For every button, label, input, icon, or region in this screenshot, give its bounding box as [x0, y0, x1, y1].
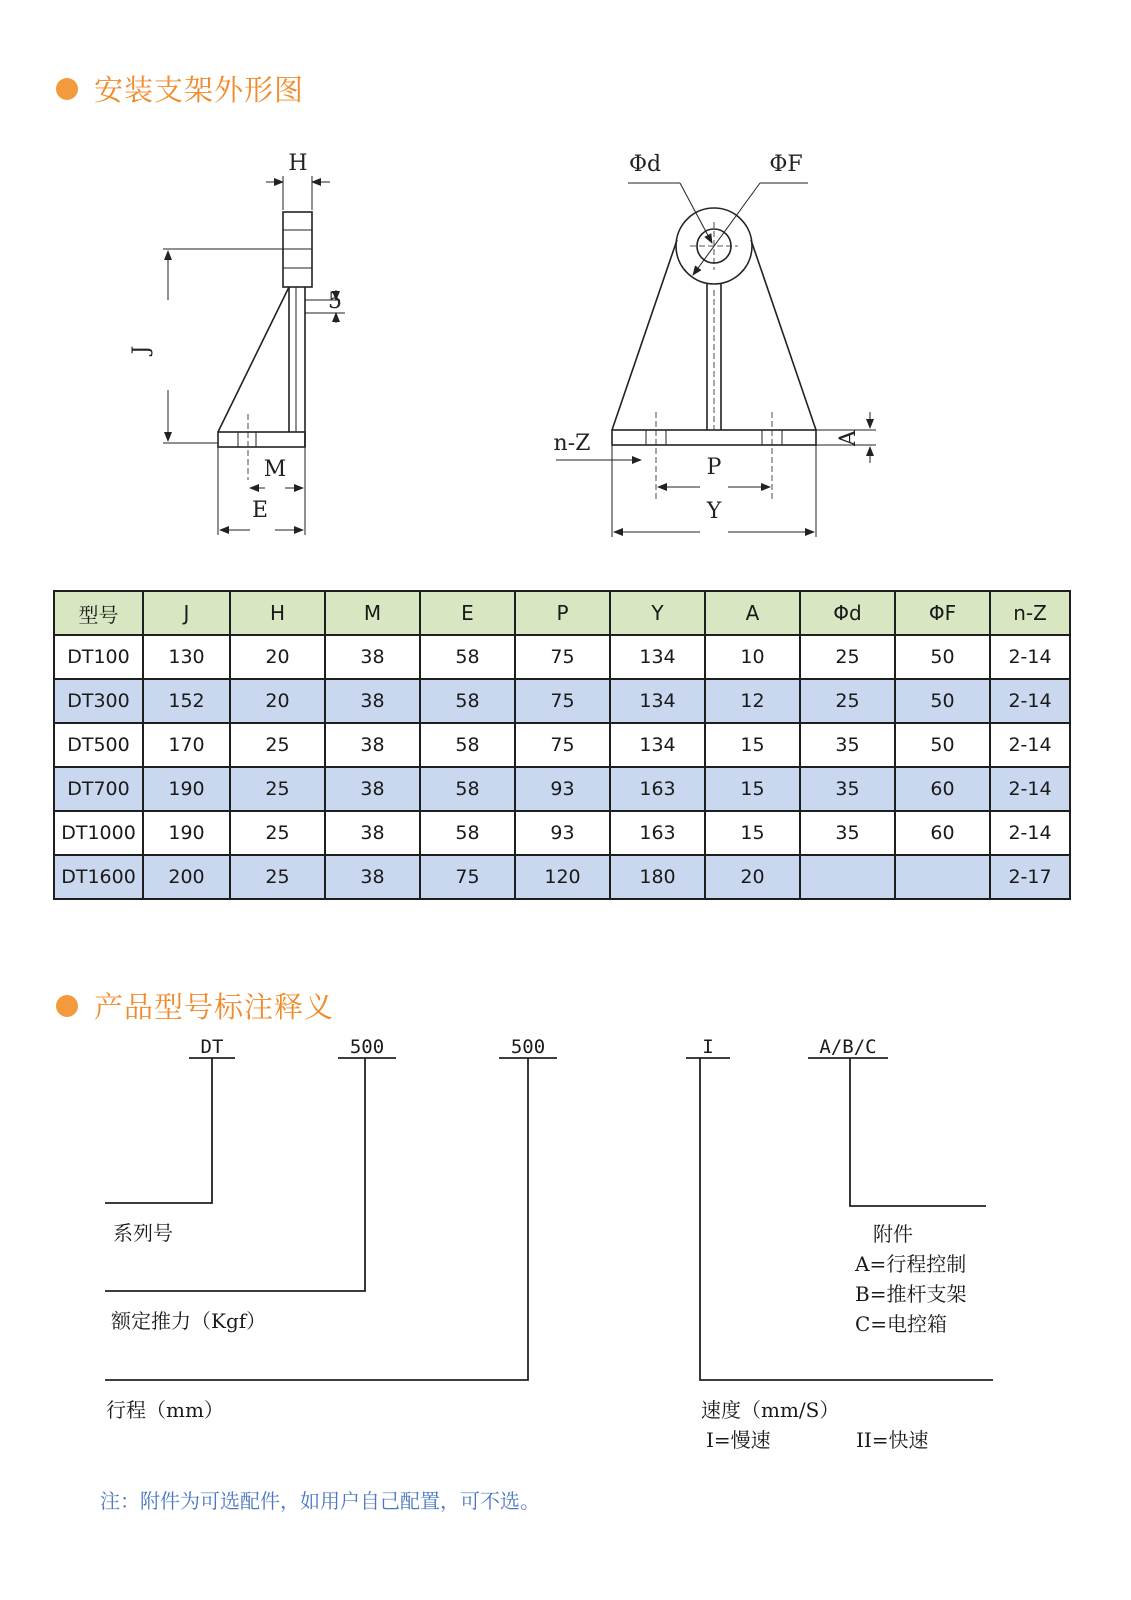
code-series: DT — [200, 1036, 224, 1058]
table-cell: DT1000 — [54, 811, 143, 855]
front-view-drawing — [553, 183, 876, 537]
label-n-Z: n-Z — [553, 431, 591, 456]
label-stroke: 行程（mm） — [106, 1398, 224, 1422]
table-row — [54, 635, 1070, 679]
table-cell: 60 — [895, 767, 990, 811]
table-cell: 15 — [705, 723, 800, 767]
table-cell: 38 — [325, 767, 420, 811]
table-row — [54, 855, 1070, 899]
table-cell: 170 — [143, 723, 230, 767]
footnote: 注：附件为可选配件，如用户自己配置，可不选。 — [100, 1489, 540, 1513]
table-cell: 15 — [705, 811, 800, 855]
table-cell: DT700 — [54, 767, 143, 811]
label-phi-F: ΦF — [769, 152, 803, 177]
bracket-drawings — [0, 0, 1131, 560]
table-cell: 35 — [800, 767, 895, 811]
code-stroke: 500 — [510, 1036, 546, 1058]
table-cell: 2-14 — [990, 679, 1070, 723]
table-cell: 25 — [800, 635, 895, 679]
column-header: P — [515, 591, 610, 635]
table-cell: 134 — [610, 635, 705, 679]
column-header: H — [230, 591, 325, 635]
table-cell: DT100 — [54, 635, 143, 679]
table-cell: 50 — [895, 723, 990, 767]
label-phi-d: Φd — [628, 152, 662, 177]
side-view-drawing — [163, 176, 345, 535]
table-cell: 50 — [895, 635, 990, 679]
table-cell: 38 — [325, 635, 420, 679]
label-P: P — [706, 455, 722, 480]
table-cell: 25 — [230, 855, 325, 899]
table-cell: 38 — [325, 723, 420, 767]
table-cell — [895, 855, 990, 899]
label-M: M — [263, 457, 287, 482]
label-H: H — [288, 151, 308, 176]
table-cell: 163 — [610, 767, 705, 811]
table-cell: 38 — [325, 855, 420, 899]
table-cell: DT300 — [54, 679, 143, 723]
table-cell: 20 — [230, 635, 325, 679]
table-cell: 2-14 — [990, 767, 1070, 811]
table-row — [54, 723, 1070, 767]
table-row — [54, 811, 1070, 855]
label-speed-fast: II=快速 — [856, 1428, 929, 1452]
table-header-row — [54, 591, 1070, 635]
label-accessory: 附件 — [873, 1222, 913, 1246]
table-cell: 58 — [420, 635, 515, 679]
column-header: M — [325, 591, 420, 635]
table-cell: 180 — [610, 855, 705, 899]
section-title: 产品型号标注释义 — [94, 990, 335, 1024]
table-cell: 134 — [610, 679, 705, 723]
table-cell: 2-17 — [990, 855, 1070, 899]
table-cell: 38 — [325, 679, 420, 723]
label-J: J — [129, 345, 154, 355]
label-acc-c: C=电控箱 — [855, 1312, 948, 1336]
code-thrust: 500 — [349, 1036, 385, 1058]
table-cell: 75 — [515, 635, 610, 679]
table-cell: 25 — [800, 679, 895, 723]
bullet-dot-icon — [56, 995, 78, 1017]
section-title: 安装支架外形图 — [94, 73, 305, 107]
table-cell: 35 — [800, 811, 895, 855]
table-row — [54, 767, 1070, 811]
label-speed: 速度（mm/S） — [701, 1398, 840, 1422]
table-cell: 58 — [420, 767, 515, 811]
table-cell: 2-14 — [990, 723, 1070, 767]
table-cell: 190 — [143, 767, 230, 811]
code-speed: I — [702, 1036, 714, 1058]
column-header: Φd — [800, 591, 895, 635]
column-header: J — [143, 591, 230, 635]
label-thrust: 额定推力（Kgf） — [111, 1309, 267, 1333]
table-cell: 2-14 — [990, 811, 1070, 855]
table-cell: 15 — [705, 767, 800, 811]
table-cell: 130 — [143, 635, 230, 679]
table-cell: 93 — [515, 767, 610, 811]
table-cell: 25 — [230, 811, 325, 855]
table-cell: 75 — [515, 723, 610, 767]
table-cell: 58 — [420, 723, 515, 767]
table-cell: 75 — [515, 679, 610, 723]
table-cell: 50 — [895, 679, 990, 723]
column-header: A — [705, 591, 800, 635]
column-header: E — [420, 591, 515, 635]
table-cell: 25 — [230, 723, 325, 767]
table-cell: DT500 — [54, 723, 143, 767]
label-series: 系列号 — [113, 1221, 173, 1245]
table-cell: 190 — [143, 811, 230, 855]
table-row — [54, 679, 1070, 723]
table-cell: 134 — [610, 723, 705, 767]
table-cell: 12 — [705, 679, 800, 723]
column-header: ΦF — [895, 591, 990, 635]
table-cell: DT1600 — [54, 855, 143, 899]
table-cell: 60 — [895, 811, 990, 855]
table-cell: 35 — [800, 723, 895, 767]
table-cell: 120 — [515, 855, 610, 899]
table-cell: 25 — [230, 767, 325, 811]
column-header: n-Z — [990, 591, 1070, 635]
column-header: Y — [610, 591, 705, 635]
table-cell: 10 — [705, 635, 800, 679]
table-cell: 2-14 — [990, 635, 1070, 679]
table-cell: 58 — [420, 811, 515, 855]
column-header: 型号 — [54, 591, 143, 635]
table-cell: 93 — [515, 811, 610, 855]
table-cell: 163 — [610, 811, 705, 855]
label-A: A — [836, 430, 861, 446]
table-cell: 20 — [705, 855, 800, 899]
label-5: 5 — [328, 289, 342, 314]
code-accessory: A/B/C — [819, 1036, 877, 1058]
label-acc-a: A=行程控制 — [855, 1252, 967, 1276]
table-cell: 152 — [143, 679, 230, 723]
table-cell: 75 — [420, 855, 515, 899]
section-heading-model — [56, 985, 334, 1026]
table-cell: 58 — [420, 679, 515, 723]
table-cell: 38 — [325, 811, 420, 855]
label-speed-slow: I=慢速 — [706, 1428, 771, 1452]
table-cell — [800, 855, 895, 899]
label-E: E — [251, 498, 269, 523]
table-cell: 200 — [143, 855, 230, 899]
spec-table — [53, 590, 1071, 900]
label-Y: Y — [706, 499, 722, 524]
table-cell: 20 — [230, 679, 325, 723]
label-acc-b: B=推杆支架 — [855, 1282, 967, 1306]
